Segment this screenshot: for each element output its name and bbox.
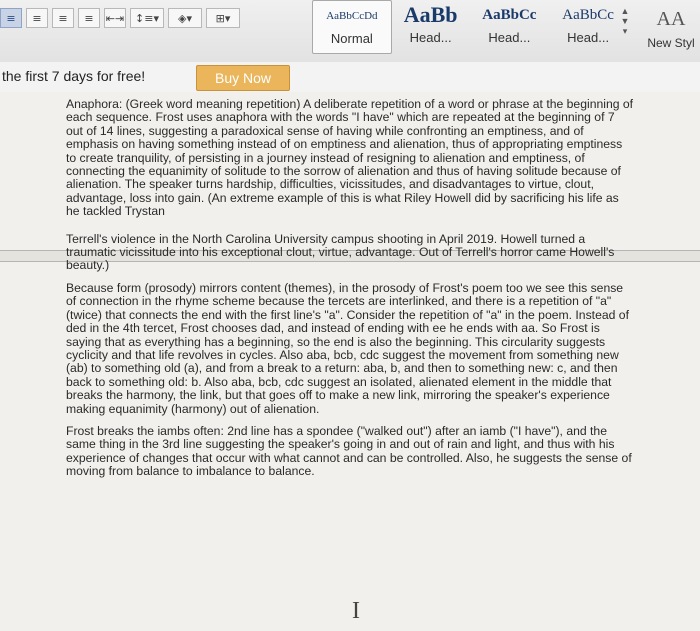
style-preview: AaBbCcDd <box>326 10 378 22</box>
trial-text: the first 7 days for free! <box>2 68 146 84</box>
text-direction-glyph: ⇤⇥ <box>105 11 125 25</box>
trial-banner <box>0 62 700 93</box>
paragraph-buttons <box>0 8 240 28</box>
ribbon-toolbar <box>0 0 700 63</box>
align-left-icon[interactable] <box>0 8 22 28</box>
style-heading-2[interactable] <box>471 0 550 54</box>
align-left-glyph: ≡ <box>6 11 16 25</box>
style-name: Normal <box>330 31 373 46</box>
style-name: Head... <box>409 30 452 45</box>
style-name: Head... <box>567 30 610 45</box>
align-right-icon[interactable] <box>52 8 74 28</box>
document-body[interactable] <box>66 98 634 488</box>
justify-icon[interactable] <box>78 8 100 28</box>
style-normal[interactable] <box>312 0 392 54</box>
justify-glyph: ≡ <box>84 11 94 25</box>
style-heading-1[interactable] <box>392 0 471 54</box>
style-heading-3[interactable] <box>549 0 628 54</box>
style-name: Head... <box>488 30 531 45</box>
shading-icon[interactable] <box>168 8 202 28</box>
style-preview: AaBb <box>403 2 458 27</box>
line-spacing-icon[interactable] <box>130 8 164 28</box>
text-direction-icon[interactable] <box>104 8 126 28</box>
shading-glyph: ◈▾ <box>178 11 192 25</box>
align-center-icon[interactable] <box>26 8 48 28</box>
paragraph-form: Because form (prosody) mirrors content (themes), in the prosody of Frost's poem too we see this sense of connection in the rhyme scheme because the tercets are interlinked, and there is a repetition of "a" (twice) that connects the end with the first line's "a". Consider the repetition of "a" in the poem. Instead of ded in the 4th tercet, Frost chooses dad, and instead of ending with ee he ends with aa. So Frost is saying that as everything has a beginning, so the end is also the beginning. This circularity suggests cyclicity and that life revolves in cycles. Also aba, bcb, cdc suggest the movement from something new (ab) to something old (a), and from a break to a return: aba, b, and then to something new: c, and then back to something old: b. Also aba, bcb, cdc suggest an isolated, alienated element in the middle that breaks the harmony, the link, but that goes off to make a new link, mirroring the speaker's experience making equanimity (harmony) out of alienation. <box>66 280 629 416</box>
gallery-scroll-icon[interactable]: ▲ ▼ ▾ <box>620 6 630 36</box>
new-style-icon: AA <box>656 8 686 30</box>
paragraph-anaphora: Anaphora: (Greek word meaning repetition) A deliberate repetition of a word or phrase at the beginning of each sequence. Frost uses anaphora with the words "I have" which are repeated at the beginning of 7 out of 14 lines, suggesting a paradoxical sense of having while confronting an emptiness, and of emphasis on having something instead of on emptiness and alienation, thus of appropriating emptiness to create tranquility, of persisting in a journey instead of resigning to alienation and emptiness, of connecting the equanimity of solitude to the sorrow of alienation and thus of having solitude because of alienation. The speaker turns hardship, difficulties, vicissitudes, and disadvantages to virtue, clout, advantage, loss into gain. (An extreme example of this is what Riley Howell did by sacrificing his life as he tackled Trystan <box>66 97 634 219</box>
borders-glyph: ⊞▾ <box>215 11 231 25</box>
line-spacing-glyph: ↕≡▾ <box>135 11 159 25</box>
new-style-button[interactable] <box>642 2 700 58</box>
align-center-glyph: ≡ <box>32 11 42 25</box>
text-cursor-icon: I <box>352 598 360 624</box>
style-gallery <box>312 0 628 54</box>
style-preview: AaBbCc <box>562 7 614 23</box>
style-preview: AaBbCc <box>482 7 537 23</box>
new-style-label: New Styl <box>647 36 695 50</box>
paragraph-iambs: Frost breaks the iambs often: 2nd line has a spondee ("walked out") after an iamb ("I have"), and the same thing in the 3rd line suggesting the speaker's going in and out of rain and light, and thus with his experience of changes that occur with what cannot and can be controlled. Also, he suggests the sense of moving from balance to imbalance to balance. <box>66 423 632 479</box>
paragraph-terrell: Terrell's violence in the North Carolina University campus shooting in April 2019. Howell turned a traumatic vicissitude into his exceptional clout, virtue, advantage. Out of Terrell's horror came Howell's beauty.) <box>66 231 615 273</box>
align-right-glyph: ≡ <box>58 11 68 25</box>
buy-now-button[interactable]: Buy Now <box>196 65 290 91</box>
borders-icon[interactable] <box>206 8 240 28</box>
